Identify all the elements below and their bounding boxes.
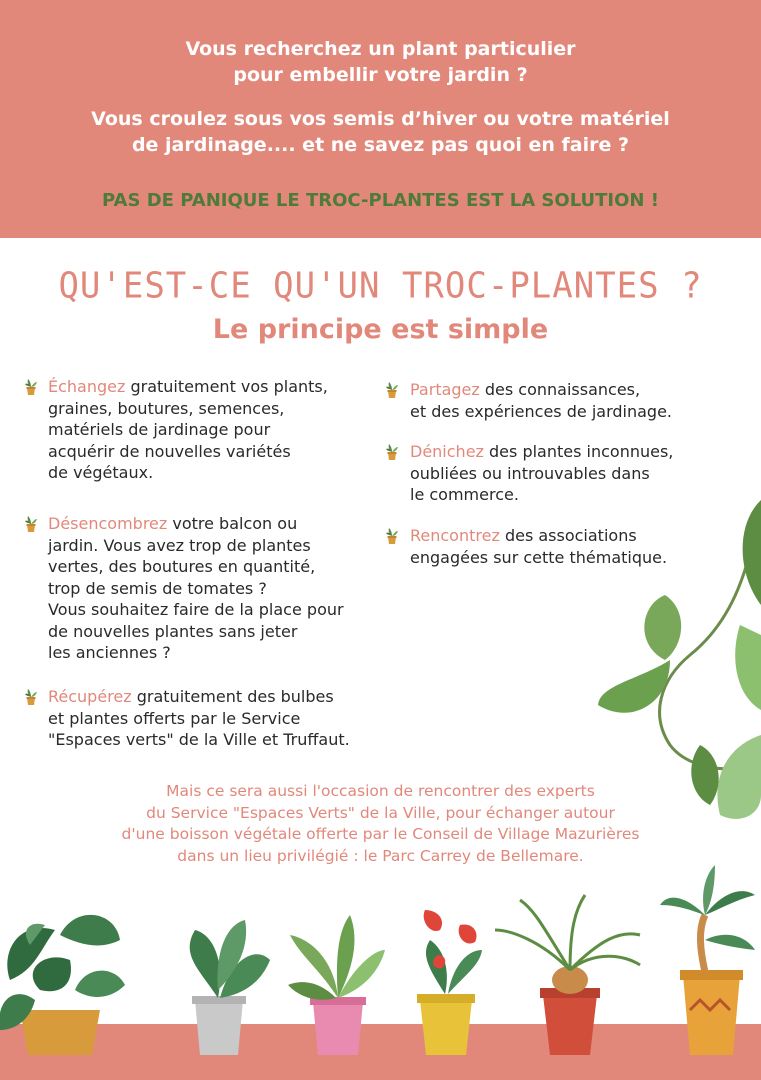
item-text: gratuitement des bulbes bbox=[131, 687, 334, 706]
top-banner bbox=[0, 0, 761, 238]
keyword: Récupérez bbox=[48, 687, 132, 706]
closing-line-3: d'une boisson végétale offerte par le Conseil de Village Mazurières bbox=[121, 825, 640, 843]
item-text: des plantes inconnues, bbox=[483, 442, 674, 461]
list-item-echangez bbox=[48, 376, 378, 484]
item-text: des associations bbox=[499, 526, 637, 545]
banner-line-1: Vous recherchez un plant particulier bbox=[185, 38, 576, 60]
item-text: de végétaux. bbox=[48, 463, 154, 482]
item-text: et plantes offerts par le Service bbox=[48, 708, 301, 728]
item-text: le commerce. bbox=[410, 485, 519, 504]
keyword: Partagez bbox=[410, 380, 480, 399]
item-text: engagées sur cette thématique. bbox=[410, 547, 668, 567]
palm-red-pot-icon bbox=[495, 895, 640, 1055]
item-text: acquérir de nouvelles variétés bbox=[48, 441, 291, 461]
page-subtitle: Le principe est simple bbox=[212, 314, 549, 345]
item-text: Vous souhaitez faire de la place pour bbox=[48, 600, 344, 619]
page-title: QU'EST-CE QU'UN TROC-PLANTES ? bbox=[58, 265, 703, 307]
banner-question-2 bbox=[0, 106, 761, 158]
item-text: graines, boutures, semences, bbox=[48, 398, 285, 418]
item-text: jardin. Vous avez trop de plantes bbox=[48, 535, 311, 555]
list-item-partagez bbox=[410, 379, 740, 422]
potted-plant-bullet-icon bbox=[385, 527, 399, 545]
banner-tagline: PAS DE PANIQUE LE TROC-PLANTES EST LA SOLUTION ! bbox=[102, 190, 659, 211]
potted-plants-illustration bbox=[0, 860, 761, 1080]
potted-plant-bullet-icon bbox=[385, 443, 399, 461]
banner-question-1 bbox=[0, 36, 761, 88]
keyword: Échangez bbox=[48, 377, 126, 396]
item-text: oubliées ou introuvables dans bbox=[410, 463, 650, 483]
potted-plant-bullet-icon bbox=[24, 688, 38, 706]
pink-pot-plant-icon bbox=[288, 915, 385, 1055]
monstera-pot-icon bbox=[0, 915, 125, 1055]
keyword: Rencontrez bbox=[410, 526, 500, 545]
closing-line-4: dans un lieu privilégié : le Parc Carrey de Bellemare. bbox=[177, 846, 584, 865]
list-item-recuperez bbox=[48, 686, 388, 751]
item-text: "Espaces verts" de la Ville et Truffaut. bbox=[48, 730, 350, 749]
item-text: votre balcon ou bbox=[167, 514, 298, 533]
closing-line-2: du Service "Espaces Verts" de la Ville, pour échanger autour bbox=[146, 803, 615, 822]
keyword: Dénichez bbox=[410, 442, 484, 461]
potted-plant-bullet-icon bbox=[385, 381, 399, 399]
anthurium-yellow-pot-icon bbox=[417, 910, 482, 1055]
yucca-orange-pot-icon bbox=[660, 865, 755, 1055]
item-text: des connaissances, bbox=[479, 380, 641, 399]
item-text: les anciennes ? bbox=[48, 643, 171, 662]
item-text: gratuitement vos plants, bbox=[125, 377, 328, 396]
item-text: et des expériences de jardinage. bbox=[410, 401, 672, 421]
banner-line-2: pour embellir votre jardin ? bbox=[233, 64, 528, 86]
closing-paragraph bbox=[0, 781, 761, 867]
item-text: de nouvelles plantes sans jeter bbox=[48, 621, 298, 641]
list-item-desencombrez bbox=[48, 513, 393, 664]
item-text: vertes, des boutures en quantité, bbox=[48, 557, 316, 576]
item-text: matériels de jardinage pour bbox=[48, 420, 271, 439]
potted-plant-bullet-icon bbox=[24, 515, 38, 533]
keyword: Désencombrez bbox=[48, 514, 168, 533]
banner-line-4: de jardinage.... et ne savez pas quoi en faire ? bbox=[131, 134, 630, 156]
item-text: trop de semis de tomates ? bbox=[48, 578, 267, 598]
closing-line-1: Mais ce sera aussi l'occasion de rencontrer des experts bbox=[166, 782, 595, 800]
banner-line-3: Vous croulez sous vos semis d’hiver ou votre matériel bbox=[91, 108, 670, 130]
monstera-grey-pot-icon bbox=[190, 920, 270, 1055]
potted-plant-bullet-icon bbox=[24, 378, 38, 396]
